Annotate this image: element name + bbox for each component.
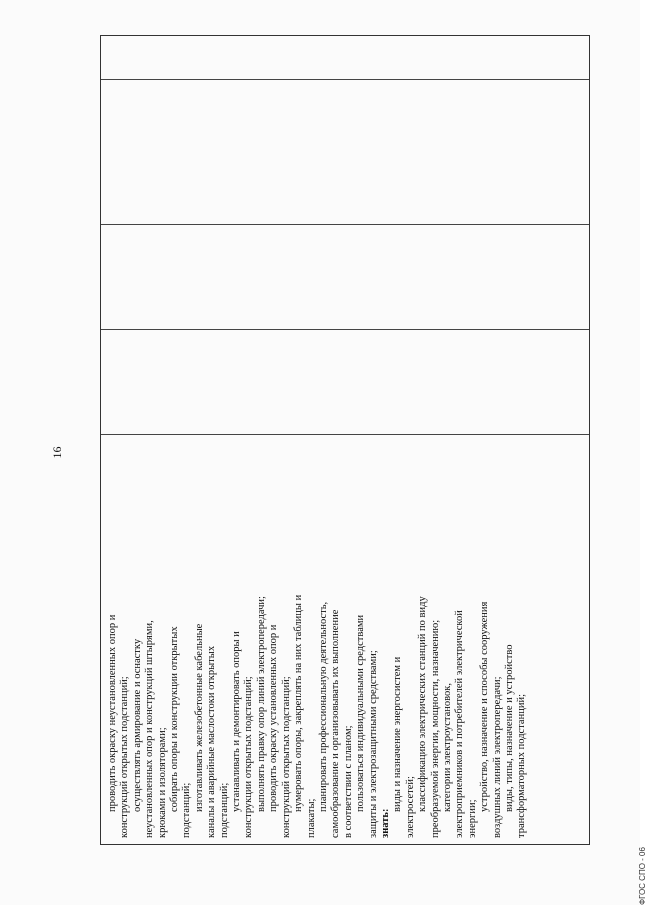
text-line: самообразование и организовывать их выполнение (330, 609, 342, 838)
table-cell-empty-5 (101, 34, 589, 79)
text-line: крюками и изоляторами; (156, 727, 168, 838)
table-cell-skills-knowledge (101, 434, 589, 844)
text-line: проводить окраску неустановленных опор и (107, 614, 118, 812)
text-line: пользоваться индивидуальными средствами (355, 614, 367, 812)
text-line: виды и назначение энергосистем и (392, 656, 404, 812)
text-line: изготавливать железобетонные кабельные (193, 623, 205, 812)
text-line: устройство, назначение и способы сооружения (479, 601, 491, 812)
text-line: электросетей; (404, 776, 416, 838)
text-line: выполнять правку опор линий электропередачи; (255, 596, 267, 812)
text-line: в соответствии с планом; (342, 725, 354, 838)
competency-table (100, 35, 590, 845)
text-line: подстанций; (181, 782, 193, 838)
text-line: воздушных линий электропередачи; (491, 676, 503, 838)
text-line: подстанций; (218, 782, 230, 838)
text-line: трансформаторных подстанций; (516, 694, 528, 838)
page-number: 16 (50, 446, 64, 459)
text-line: собирать опоры и конструкции открытых (169, 626, 181, 812)
text-line: каналы и аварийные маслостоки открытых (206, 645, 218, 838)
table-cell-empty-3 (101, 224, 589, 329)
text-line: защиты и электрозащитными средствами; (367, 650, 379, 838)
rotated-page-content (30, 0, 670, 905)
text-line: неустановленных опор и конструкций штырями, (144, 620, 156, 838)
text-line: конструкций открытых подстанций; (119, 676, 131, 838)
cell-text-block (107, 441, 529, 838)
text-line: преобразуемой энергии, мощности, назначению; (429, 619, 441, 838)
table-cell-empty-2 (101, 329, 589, 434)
text-line: нумеровать опоры, закреплять на них таблицы и (293, 594, 305, 812)
text-line: планировать профессиональную деятельность, (317, 601, 329, 812)
text-line: плакаты; (305, 798, 317, 838)
text-line: энергии; (466, 799, 478, 838)
table-cell-empty-4 (101, 79, 589, 224)
footer-mark: ФГОС СПО - 06 (638, 847, 647, 905)
text-line: виды, типы, назначение и устройство (504, 644, 515, 812)
text-line: знать: (379, 808, 391, 838)
text-line: устанавливать и демонтировать опоры и (231, 631, 243, 812)
text-line: осуществлять армирование и оснастку (131, 638, 143, 812)
text-line: категории электроустановок, (441, 682, 453, 812)
text-line: электроприемников и потребителей электрической (454, 610, 466, 838)
text-line: проводить окраску установленных опор и (268, 624, 280, 812)
text-line: конструкции открытых подстанций; (243, 676, 255, 838)
text-line: классификацию электрических станций по виду (417, 596, 429, 812)
text-line: конструкций открытых подстанций; (280, 676, 292, 838)
